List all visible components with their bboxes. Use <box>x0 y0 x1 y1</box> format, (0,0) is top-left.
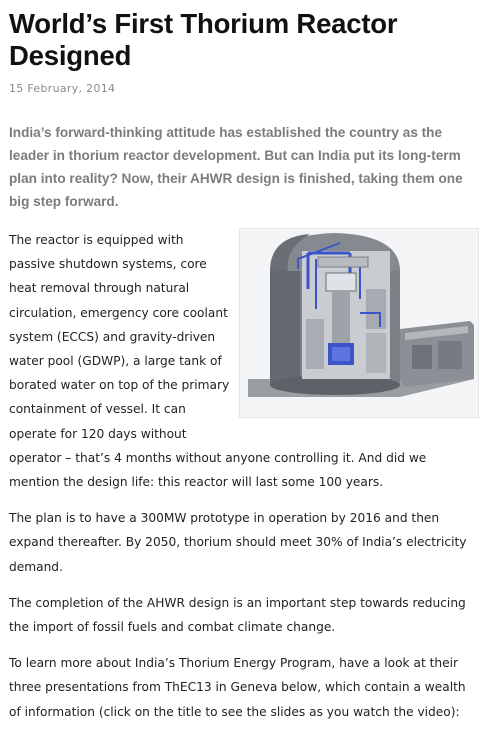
reactor-vessel <box>332 291 350 343</box>
article-title: World’s First Thorium Reactor Designed <box>9 8 398 71</box>
gravity-water-pool <box>318 257 368 267</box>
article-body <box>9 228 479 724</box>
article-lead: India’s forward-thinking attitude has established the country as the leader in thorium reactor development. But can India put its long-term plan into reality? Now, their AHWR design is finished, taking them one big step forward. <box>9 125 463 209</box>
article <box>9 0 479 736</box>
body-paragraph-4: To learn more about India’s Thorium Energy Program, have a look at their three presentations from ThEC13 in Geneva below, which contain a wealth of information (click on the title to see the slides as you watch the video): <box>9 656 466 719</box>
article-date: 15 February, 2014 <box>9 82 116 95</box>
body-paragraph-2: The plan is to have a 300MW prototype in operation by 2016 and then expand thereafter. By 2050, thorium should meet 30% of India’s electricity demand. <box>9 511 467 574</box>
reactor-illustration-svg <box>240 229 478 417</box>
body-paragraph-1: The reactor is equipped with passive shutdown systems, core heat removal through natural circulation, emergency core coolant system (ECCS) and gravity-driven water pool (GDWP), a large tank of borated water on top of the primary containment of vessel. It can operate for 120 days without operator – that’s 4 months without anyone controlling it. And did we mention the design life: this reactor will last some 100 years. <box>9 233 427 490</box>
reactor-cutaway-image <box>239 228 479 418</box>
body-paragraph-3: The completion of the AHWR design is an important step towards reducing the import of fossil fuels and combat climate change. <box>9 595 466 635</box>
